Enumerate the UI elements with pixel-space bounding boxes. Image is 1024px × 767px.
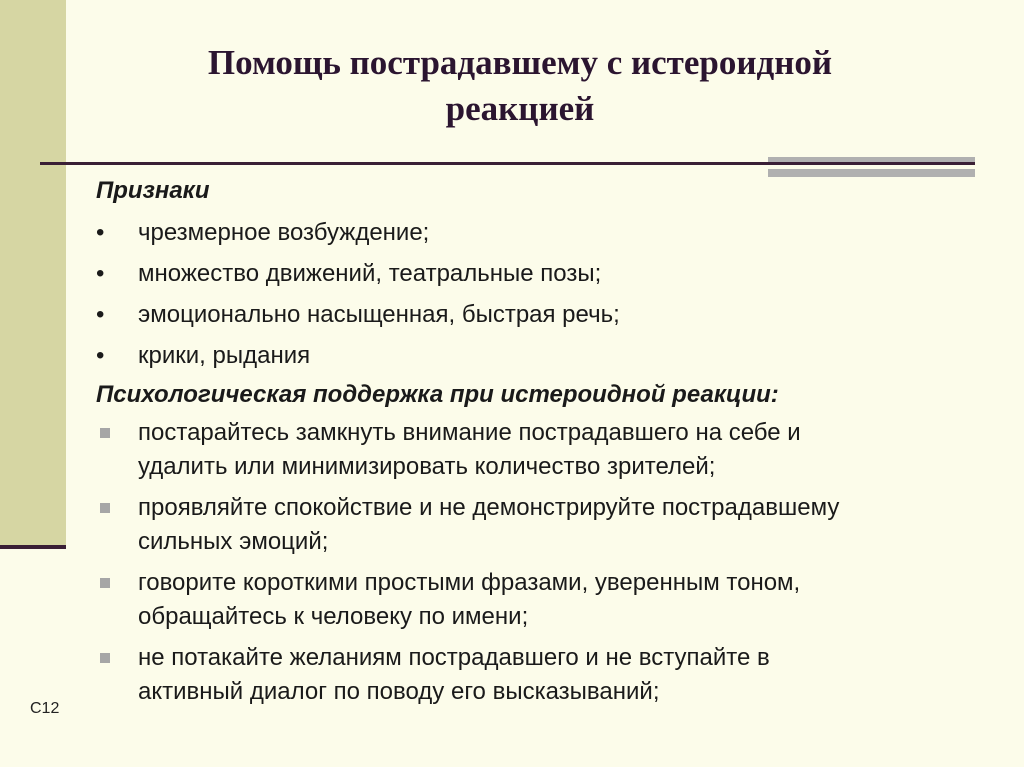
left-decor-line: [0, 545, 66, 549]
tip-item: [96, 566, 986, 634]
title-line-2: реакцией: [445, 89, 595, 128]
bullet-dot-icon: •: [96, 301, 105, 328]
signs-heading: Признаки: [96, 177, 210, 204]
bullet-dot-icon: •: [96, 219, 105, 246]
slide-number: С12: [30, 700, 60, 717]
square-bullet-icon: [100, 578, 110, 588]
title-rule: [40, 162, 975, 165]
tip-line: говорите короткими простыми фразами, уверенным тоном,: [138, 569, 801, 596]
tip-line: активный диалог по поводу его высказываний;: [138, 678, 660, 705]
tip-item: [96, 641, 986, 709]
square-bullet-icon: [100, 428, 110, 438]
bullet-dot-icon: •: [96, 342, 105, 369]
bullet-dot-icon: •: [96, 260, 105, 287]
square-bullet-icon: [100, 503, 110, 513]
tip-line: сильных эмоций;: [138, 528, 329, 555]
tip-line: удалить или минимизировать количество зрителей;: [138, 453, 716, 480]
sign-item: [96, 294, 986, 335]
tip-item: [96, 416, 986, 484]
slide-title: [80, 40, 960, 132]
support-tips-list: [96, 416, 986, 709]
square-bullet-icon: [100, 653, 110, 663]
sign-item: [96, 253, 986, 294]
tip-line: проявляйте спокойствие и не демонстрируйте пострадавшему: [138, 494, 840, 521]
sign-text: крики, рыдания: [138, 342, 311, 369]
sign-item: [96, 212, 986, 253]
support-heading: Психологическая поддержка при истероидной реакции:: [96, 381, 779, 408]
sign-text: чрезмерное возбуждение;: [138, 219, 430, 246]
tip-line: обращайтесь к человеку по имени;: [138, 603, 529, 630]
tip-line: постарайтесь замкнуть внимание пострадавшего на себе и: [138, 419, 801, 446]
signs-list: [96, 212, 986, 376]
title-line-1: Помощь пострадавшему с истероидной: [207, 43, 833, 82]
tip-item: [96, 491, 986, 559]
sign-text: множество движений, театральные позы;: [138, 260, 602, 287]
sign-item: [96, 335, 986, 376]
slide-content: [96, 174, 986, 716]
left-decor-band: [0, 0, 66, 545]
sign-text: эмоционально насыщенная, быстрая речь;: [138, 301, 620, 328]
tip-line: не потакайте желаниям пострадавшего и не вступайте в: [138, 644, 770, 671]
